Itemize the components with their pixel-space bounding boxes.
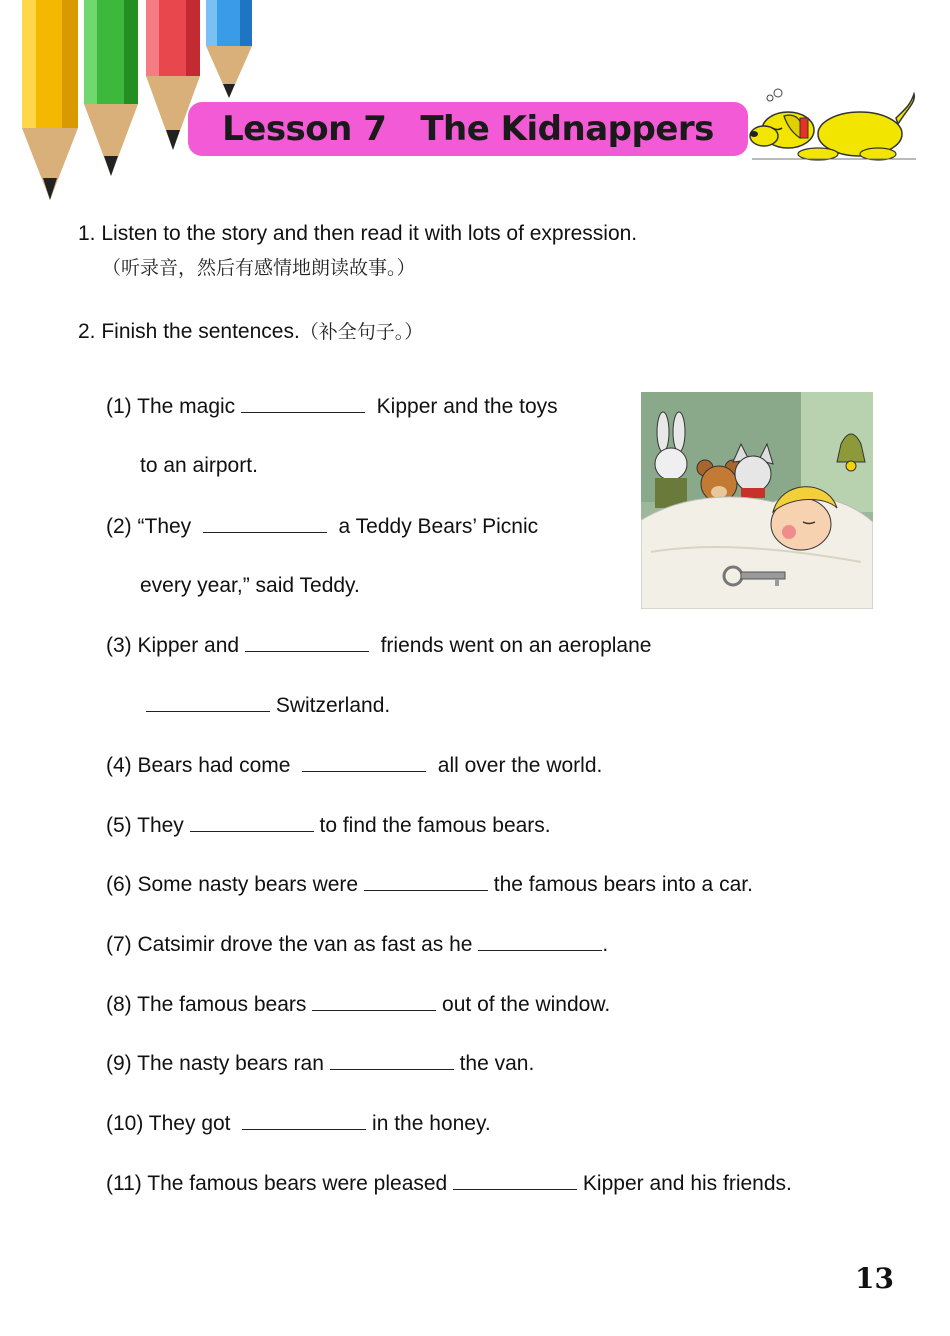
question-3: [106, 633, 651, 658]
question-text: a Teddy Bears’ Picnic: [326, 515, 539, 538]
instruction-2-chinese: （补全句子。）: [299, 321, 424, 343]
question-text: (11) The famous bears were pleased: [106, 1172, 454, 1195]
question-text: (5) They: [106, 814, 190, 837]
answer-blank[interactable]: [330, 1051, 454, 1070]
question-1: [106, 394, 558, 419]
question-3-continued: [146, 693, 390, 718]
answer-blank[interactable]: [364, 872, 488, 891]
question-text: Switzerland.: [270, 694, 391, 717]
answer-blank[interactable]: [190, 813, 314, 832]
question-4: [106, 753, 602, 778]
instruction-2-text: 2. Finish the sentences.: [78, 320, 300, 343]
question-2-continued: every year,” said Teddy.: [140, 574, 360, 597]
answer-blank[interactable]: [245, 633, 369, 652]
green-pencil-icon: [84, 0, 138, 176]
answer-blank[interactable]: [302, 753, 426, 772]
answer-blank[interactable]: [453, 1171, 577, 1190]
answer-blank[interactable]: [241, 394, 365, 413]
question-text: (1) The magic: [106, 395, 241, 418]
question-text: (3) Kipper and: [106, 634, 245, 657]
answer-blank[interactable]: [478, 932, 602, 951]
question-10: [106, 1111, 491, 1136]
question-text: (8) The famous bears: [106, 993, 313, 1016]
blue-pencil-icon: [206, 0, 252, 98]
story-illustration: [641, 392, 873, 609]
question-text: (7) Catsimir drove the van as fast as he: [106, 933, 479, 956]
instruction-1-chinese: （听录音，然后有感情地朗读故事。）: [102, 257, 416, 279]
yellow-pencil-icon: [22, 0, 78, 200]
lesson-title: Lesson 7 The Kidnappers: [222, 109, 714, 149]
page-number: 13: [855, 1262, 894, 1295]
question-text: (6) Some nasty bears were: [106, 873, 364, 896]
instruction-2: [78, 319, 423, 344]
question-2: [106, 514, 538, 539]
question-text: the van.: [453, 1052, 535, 1075]
question-text: Kipper and his friends.: [577, 1172, 792, 1195]
question-text: (2) “They: [106, 515, 203, 538]
instruction-1-text: 1. Listen to the story and then read it with lots of expression.: [78, 222, 638, 245]
question-5: [106, 813, 551, 838]
sleeping-dog-icon: [748, 88, 920, 162]
answer-blank[interactable]: [146, 693, 270, 712]
question-8: [106, 992, 610, 1017]
question-text: (10) They got: [106, 1112, 243, 1135]
question-text: .: [602, 933, 609, 956]
question-text: friends went on an aeroplane: [368, 634, 652, 657]
question-text: all over the world.: [426, 754, 603, 777]
answer-blank[interactable]: [312, 992, 436, 1011]
instruction-1: [78, 221, 637, 246]
question-text: Kipper and the toys: [365, 395, 558, 418]
lesson-title-banner: [188, 102, 748, 156]
question-text: out of the window.: [436, 993, 611, 1016]
question-text: in the honey.: [366, 1112, 491, 1135]
question-1-continued: to an airport.: [140, 454, 258, 477]
question-text: the famous bears into a car.: [487, 873, 753, 896]
question-11: [106, 1171, 792, 1196]
question-text: to find the famous bears.: [313, 814, 551, 837]
question-text: (4) Bears had come: [106, 754, 303, 777]
answer-blank[interactable]: [242, 1111, 366, 1130]
question-text: (9) The nasty bears ran: [106, 1052, 330, 1075]
question-9: [106, 1051, 534, 1076]
answer-blank[interactable]: [203, 514, 327, 533]
question-7: [106, 932, 608, 957]
question-6: [106, 872, 753, 897]
